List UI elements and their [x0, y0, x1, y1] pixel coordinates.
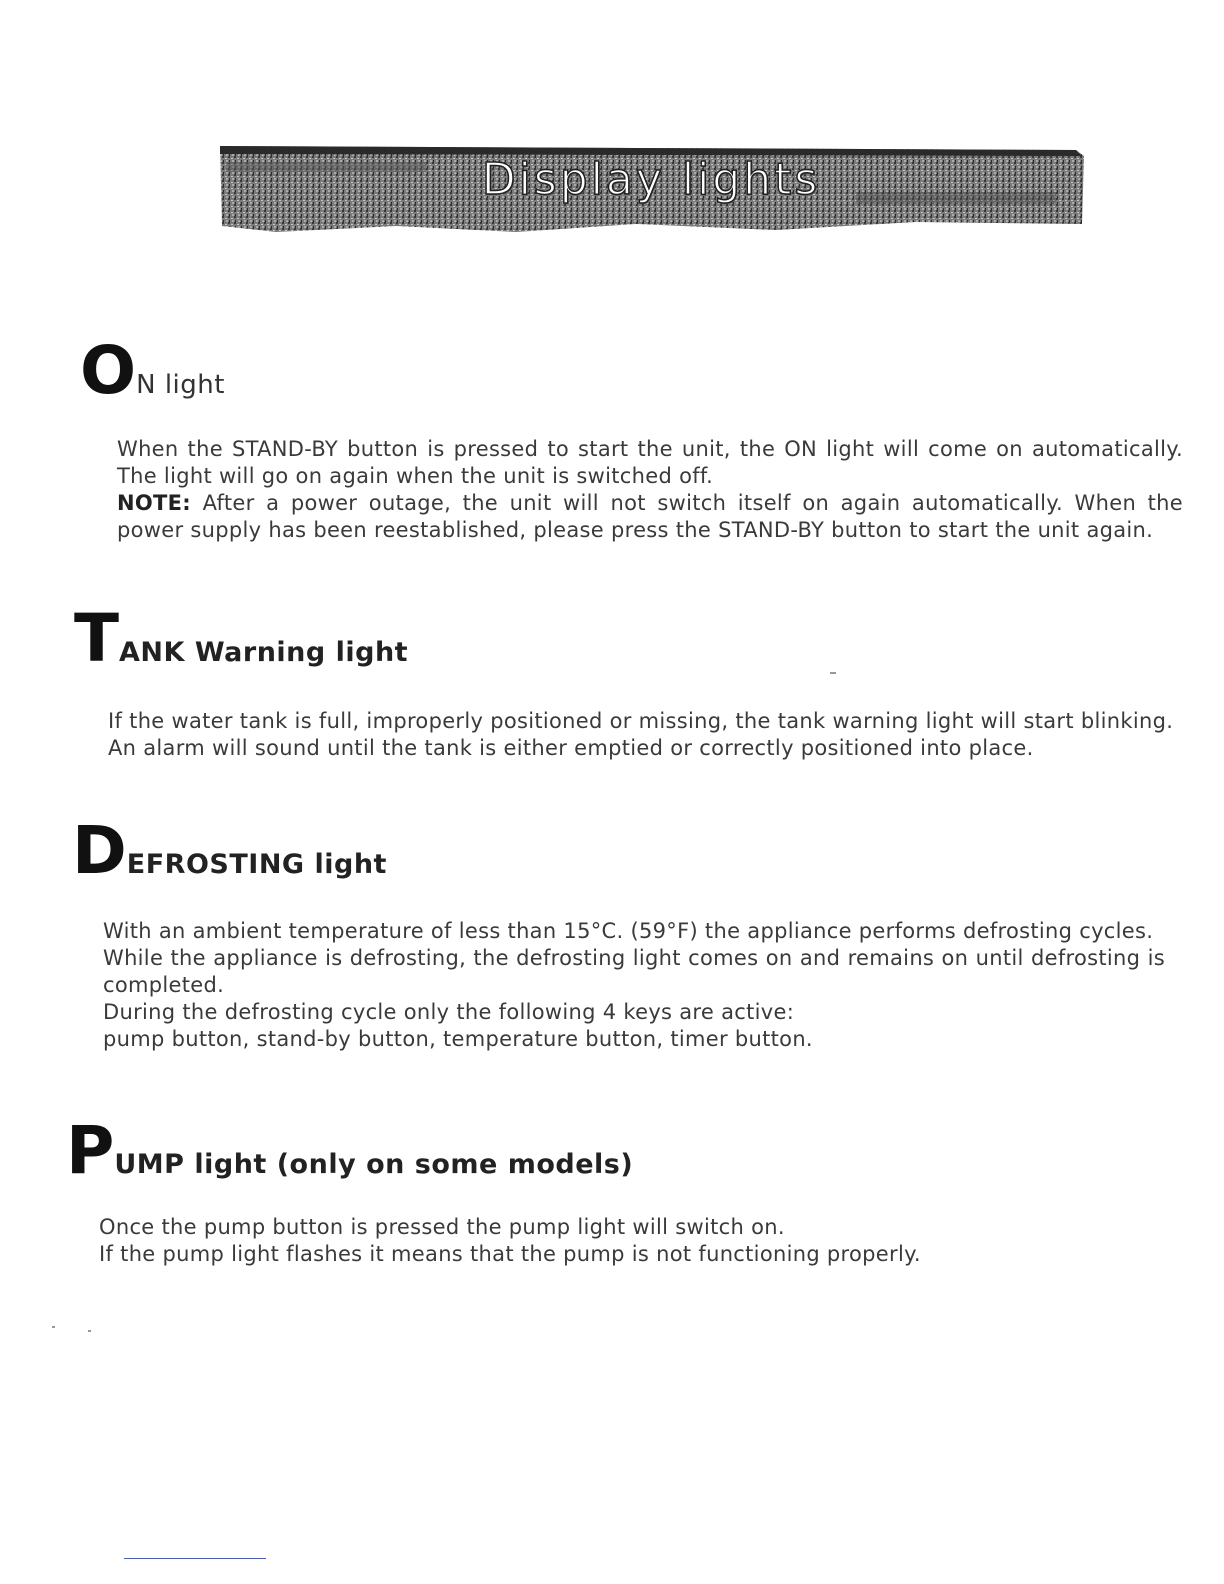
- defrosting-heading-text: EFROSTING light: [126, 849, 387, 880]
- on-light-paragraph: When the STAND-BY button is pressed to start the unit, the ON light will come on automatically. The light will go on again when the unit is switched off.: [117, 437, 1183, 488]
- defrosting-paragraph-4: pump button, stand-by button, temperature button, timer button.: [103, 1027, 813, 1051]
- on-light-heading: [80, 332, 225, 409]
- scan-speck: [830, 672, 836, 674]
- scan-speck: [52, 1326, 55, 1328]
- note-label: NOTE:: [117, 491, 191, 515]
- tank-warning-body: [108, 708, 1174, 762]
- on-light-heading-text: N light: [136, 370, 225, 400]
- pump-light-heading-text: UMP light (only on some models): [114, 1149, 634, 1180]
- tank-warning-heading-text: ANK Warning light: [119, 637, 409, 668]
- tank-warning-heading: [74, 600, 409, 677]
- scan-speck: [88, 1330, 91, 1332]
- note-text: After a power outage, the unit will not switch itself on again automatically. When the power supply has been reestablished, please press the STAND-BY button to start the unit again.: [117, 491, 1183, 542]
- tank-warning-paragraph-2: An alarm will sound until the tank is either emptied or correctly positioned into place.: [108, 736, 1034, 760]
- defrosting-paragraph-1: With an ambient temperature of less than 15°C. (59°F) the appliance performs defrosting cycles.: [103, 919, 1154, 943]
- footer-rule: [124, 1558, 266, 1559]
- tank-warning-paragraph-1: If the water tank is full, improperly positioned or missing, the tank warning light will start blinking.: [108, 709, 1174, 733]
- banner-title: Display lights: [481, 154, 821, 205]
- on-light-dropcap: O: [80, 332, 137, 409]
- on-light-body: [117, 436, 1183, 544]
- pump-light-heading: [66, 1112, 634, 1189]
- defrosting-body: [103, 918, 1165, 1053]
- tank-warning-dropcap: T: [74, 600, 120, 677]
- defrosting-paragraph-2: While the appliance is defrosting, the defrosting light comes on and remains on until defrosting is completed.: [103, 946, 1165, 997]
- pump-light-dropcap: P: [66, 1112, 115, 1189]
- pump-light-paragraph-1: Once the pump button is pressed the pump light will switch on.: [99, 1215, 785, 1239]
- defrosting-paragraph-3: During the defrosting cycle only the following 4 keys are active:: [103, 1000, 795, 1024]
- defrosting-heading: [72, 812, 387, 889]
- title-banner: [216, 132, 1086, 236]
- pump-light-body: [99, 1214, 1099, 1268]
- defrosting-dropcap: D: [72, 812, 127, 889]
- pump-light-paragraph-2: If the pump light flashes it means that the pump is not functioning properly.: [99, 1242, 921, 1266]
